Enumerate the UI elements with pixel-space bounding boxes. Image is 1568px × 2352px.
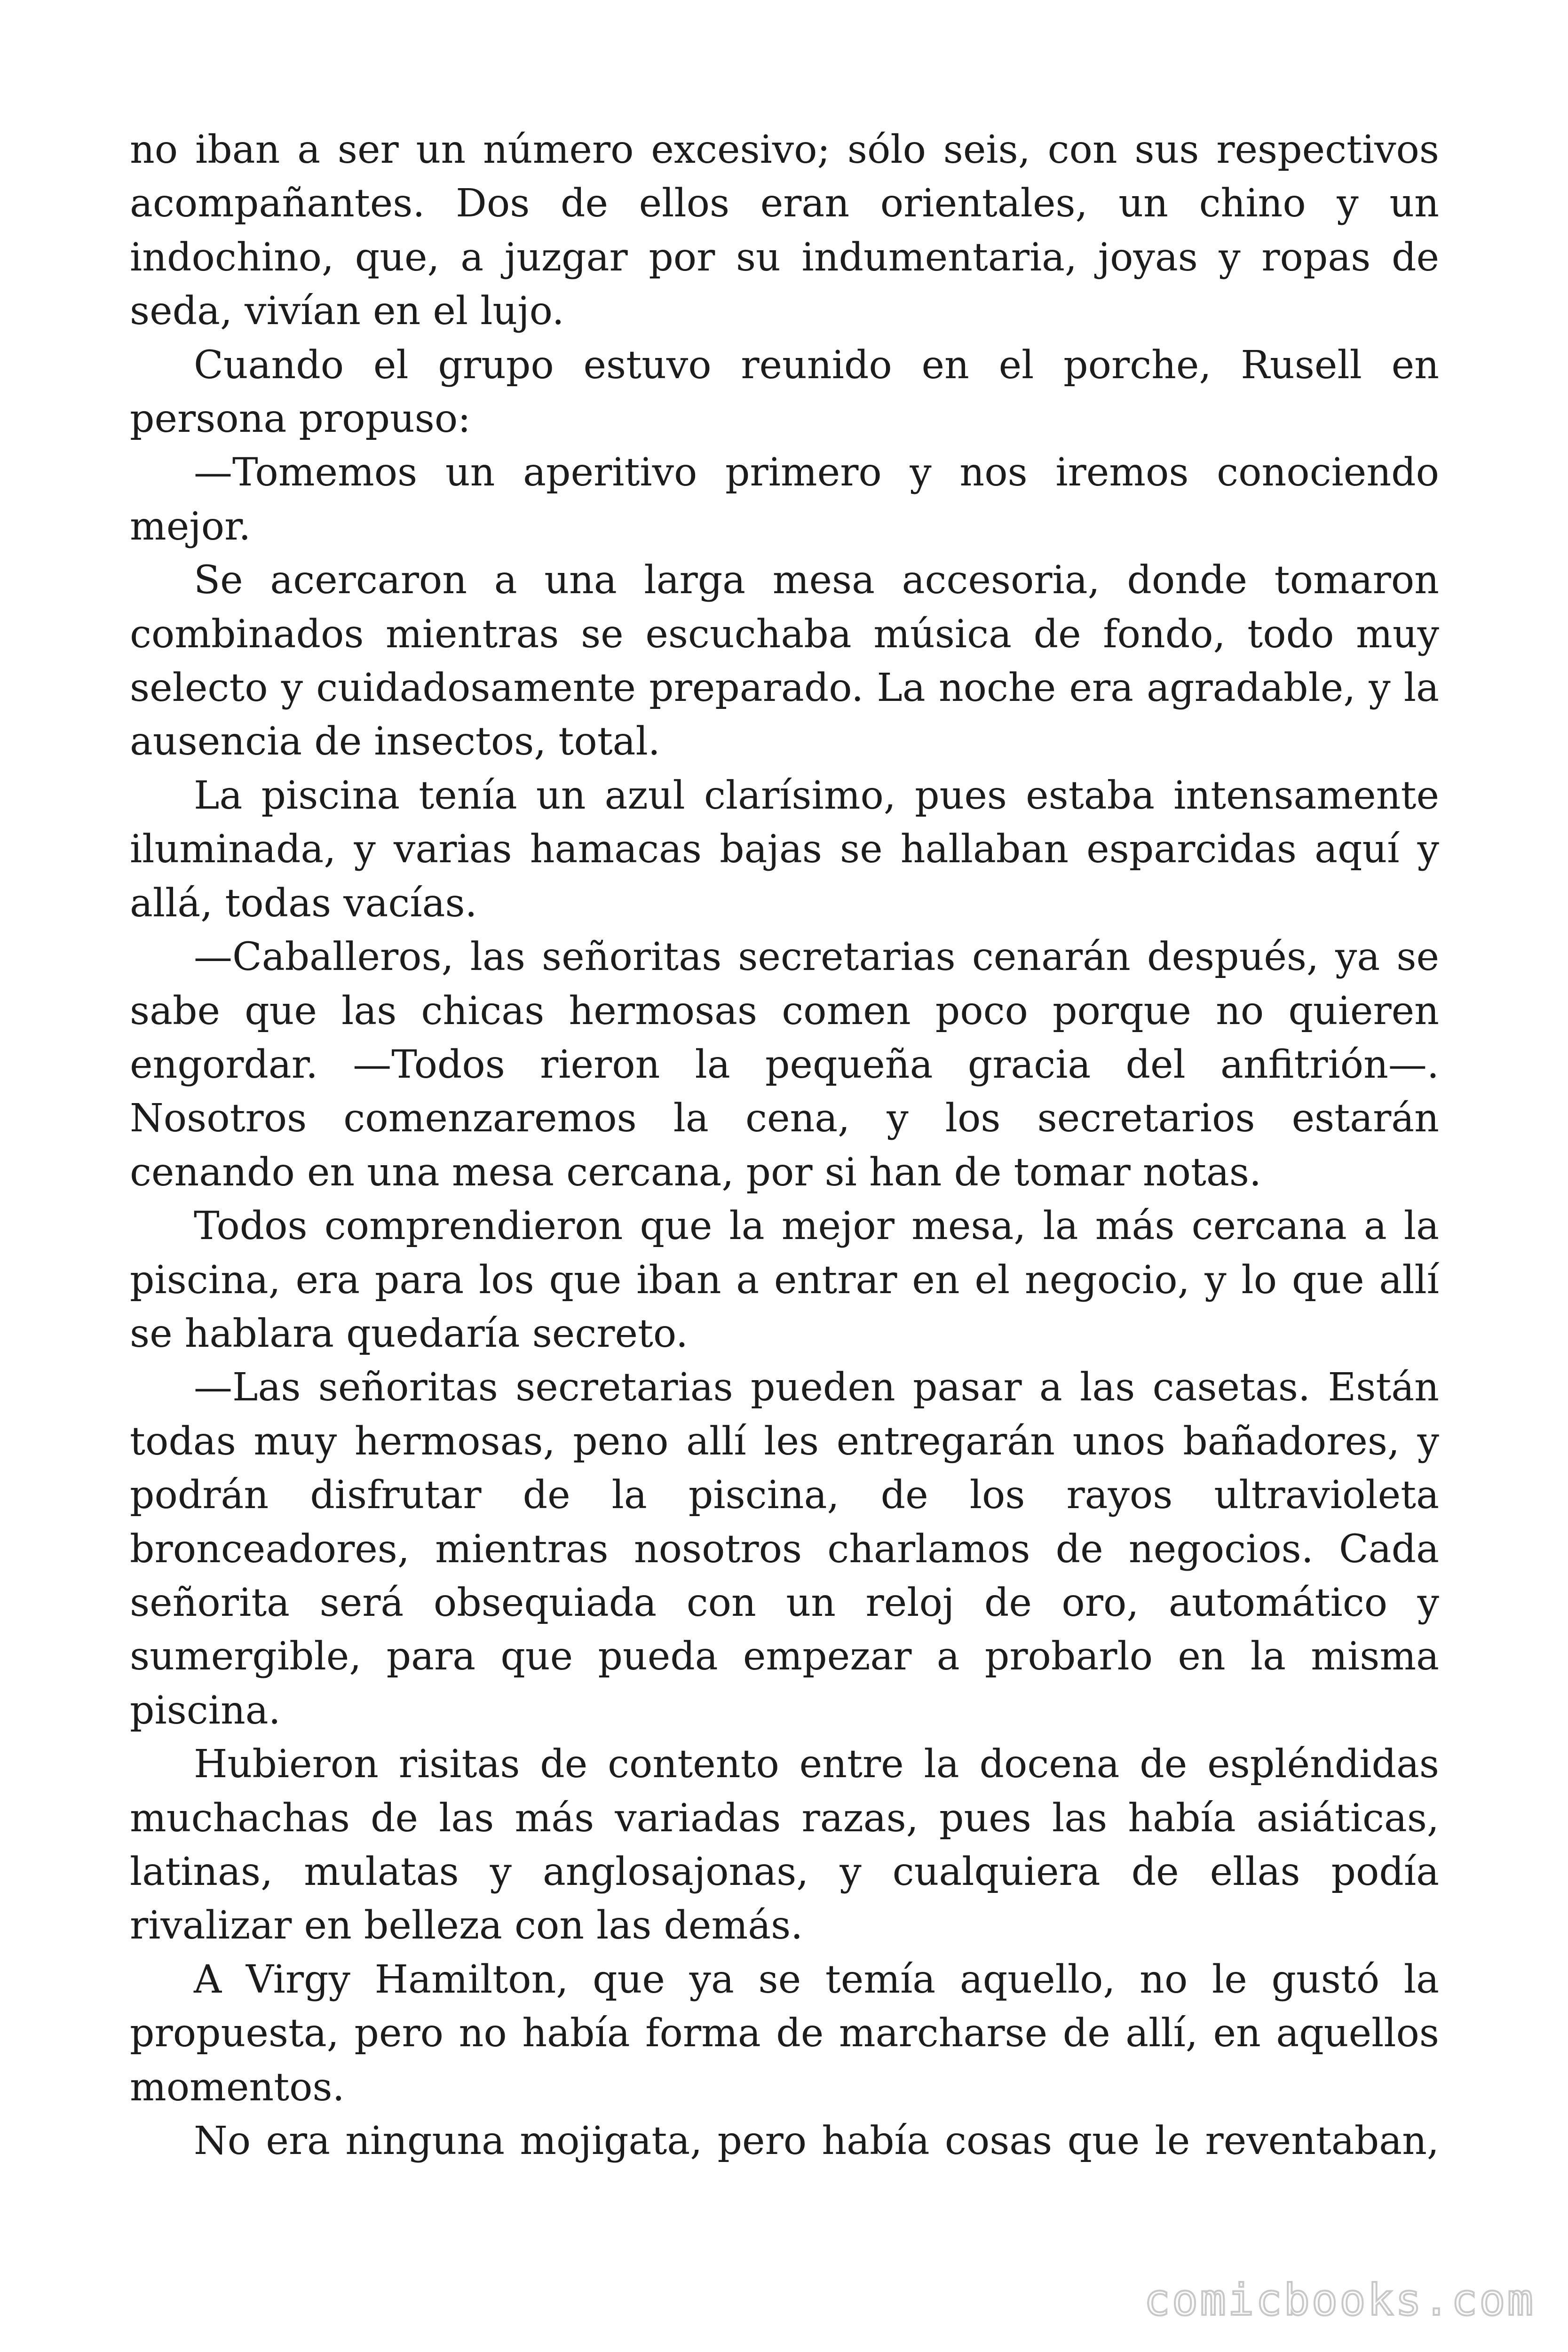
- paragraph: A Virgy Hamilton, que ya se temía aquello, no le gustó la propuesta, pero no había forma de marcharse de allí, en aquellos momentos.: [130, 1957, 1439, 2110]
- paragraph: Hubieron risitas de contento entre la docena de espléndidas muchachas de las más variadas razas, pues las había asiáticas, latinas, mulatas y anglosajonas, y cualquiera de ellas podía rivalizar en belleza con las demás.: [130, 1742, 1439, 1948]
- paragraph: —Las señoritas secretarias pueden pasar a las casetas. Están todas muy hermosas, peno allí les entregarán unos bañadores, y podrán disfrutar de la piscina, de los rayos ultravioleta bronceadores, mientras nosotros charlamos de negocios. Cada señorita será obsequiada con un reloj de oro, automático y sumergible, para que pueda empezar a probarlo en la misma piscina.: [130, 1365, 1439, 1733]
- paragraph: Cuando el grupo estuvo reunido en el porche, Rusell en persona propuso:: [130, 342, 1439, 442]
- paragraph: —Caballeros, las señoritas secretarias cenarán después, ya se sabe que las chicas hermosas comen poco porque no quieren engordar. —Todos rieron la pequeña gracia del anfitrión—. Nosotros comenzaremos la cena, y los secretarios estarán cenando en una mesa cercana, por si han de tomar notas.: [130, 935, 1439, 1195]
- watermark: comicbooks.com: [1144, 2275, 1535, 2325]
- paragraph: —Tomemos un aperitivo primero y nos iremos conociendo mejor.: [130, 450, 1439, 549]
- paragraph: Se acercaron a una larga mesa accesoria, donde tomaron combinados mientras se escuchaba música de fondo, todo muy selecto y cuidadosamente preparado. La noche era agradable, y la ausencia de insectos, total.: [130, 558, 1439, 764]
- paragraph: La piscina tenía un azul clarísimo, pues estaba intensamente iluminada, y varias hamacas bajas se hallaban esparcidas aquí y allá, todas vacías.: [130, 773, 1439, 926]
- paragraph: No era ninguna mojigata, pero había cosas que le reventaban,: [194, 2119, 1439, 2164]
- body-text: [130, 123, 1439, 2168]
- paragraph: Todos comprendieron que la mejor mesa, la más cercana a la piscina, era para los que iban a entrar en el negocio, y lo que allí se hablara quedaría secreto.: [130, 1204, 1439, 1356]
- paragraph: no iban a ser un número excesivo; sólo seis, con sus respectivos acompañantes. Dos de ellos eran orientales, un chino y un indochino, que, a juzgar por su indumentaria, joyas y ropas de seda, vivían en el lujo.: [130, 127, 1439, 334]
